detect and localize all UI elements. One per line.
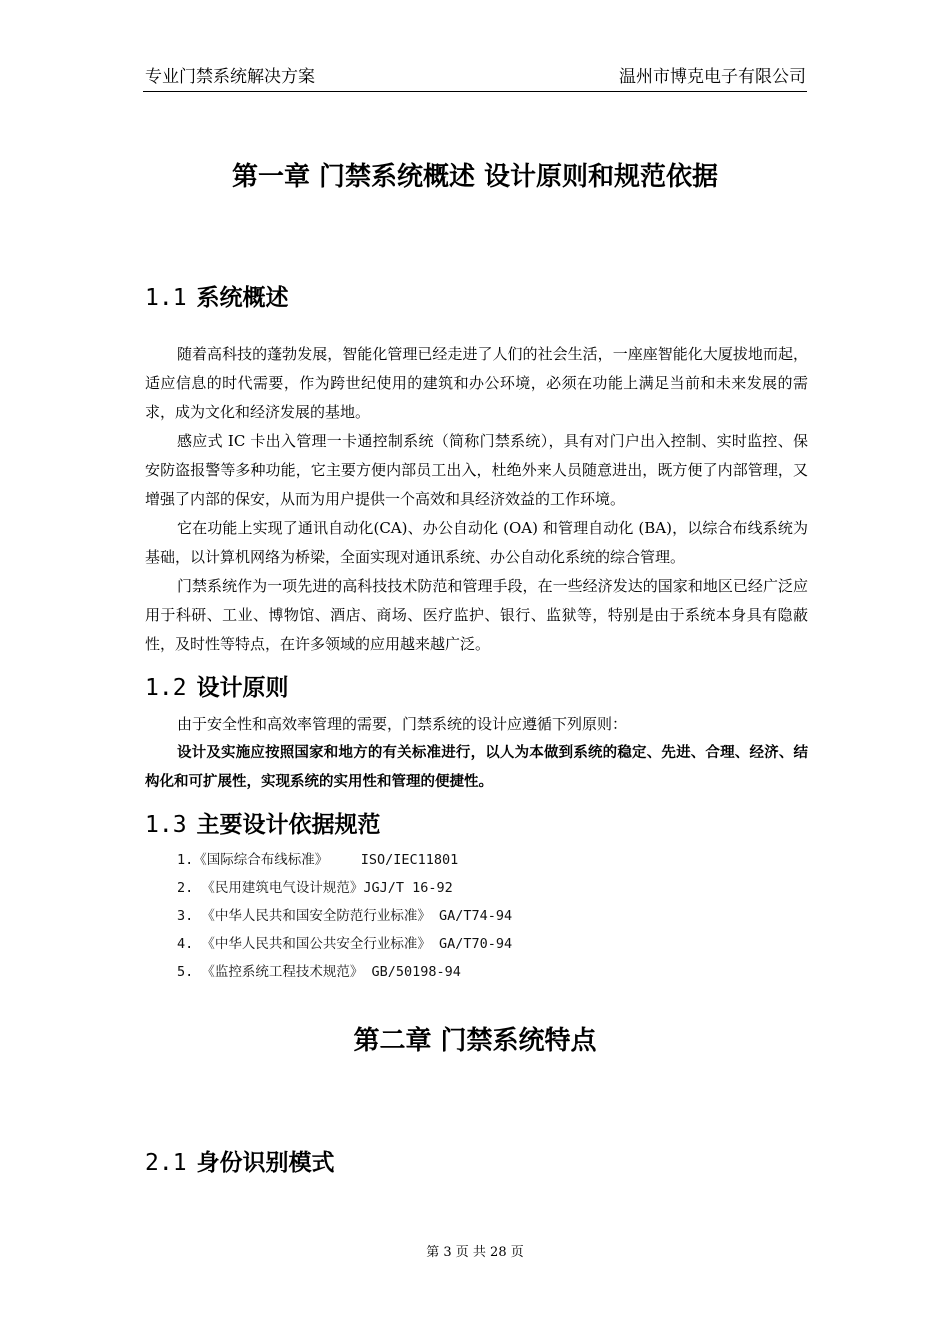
paragraph: 它在功能上实现了通讯自动化(CA)、办公自动化 (OA) 和管理自动化 (BA)，以综合布线系统为基础，以计算机网络为桥梁，全面实现对通讯系统、办公自动化系统的综合管理。 — [145, 519, 808, 566]
reference-item: 1.《国际综合布线标准》 ISO/IEC11801 — [177, 852, 459, 868]
page-number-footer: 第 3 页 共 28 页 — [426, 1245, 524, 1260]
section-number: 1.2 — [145, 675, 187, 701]
section-1-1-heading — [145, 283, 289, 313]
section-1-2-heading — [145, 673, 289, 703]
header-left-title: 专业门禁系统解决方案 — [145, 67, 315, 87]
section-2-1-heading — [145, 1148, 335, 1178]
section-number: 2.1 — [145, 1150, 187, 1176]
section-title: 设计原则 — [196, 675, 289, 701]
header-right-company: 温州市博克电子有限公司 — [619, 67, 806, 87]
section-number: 1.3 — [145, 812, 187, 838]
paragraph: 随着高科技的蓬勃发展，智能化管理已经走进了人们的社会生活，一座座智能化大厦拔地而起，适应信息的时代需要，作为跨世纪使用的建筑和办公环境，必须在功能上满足当前和未来发展的需求，成为文化和经济发展的基地。 — [145, 345, 808, 421]
section-title: 主要设计依据规范 — [196, 812, 381, 838]
section-title: 系统概述 — [196, 285, 289, 311]
reference-item: 5. 《监控系统工程技术规范》 GB/50198-94 — [177, 964, 461, 980]
principles-statement: 设计及实施应按照国家和地方的有关标准进行，以人为本做到系统的稳定、先进、合理、经济、结构化和可扩展性，实现系统的实用性和管理的便捷性。 — [145, 745, 808, 790]
chapter-2-title: 第二章 门禁系统特点 — [353, 1026, 597, 1056]
reference-item: 2. 《民用建筑电气设计规范》JGJ/T 16-92 — [177, 880, 453, 896]
section-title: 身份识别模式 — [196, 1150, 335, 1176]
reference-item: 4. 《中华人民共和国公共安全行业标准》 GA/T70-94 — [177, 936, 513, 952]
reference-item: 3. 《中华人民共和国安全防范行业标准》 GA/T74-94 — [177, 908, 513, 924]
paragraph: 门禁系统作为一项先进的高科技技术防范和管理手段，在一些经济发达的国家和地区已经广泛应用于科研、工业、博物馆、酒店、商场、医疗监护、银行、监狱等，特别是由于系统本身具有隐蔽性，及时性等特点，在许多领域的应用越来越广泛。 — [145, 577, 808, 653]
chapter-1-title: 第一章 门禁系统概述 设计原则和规范依据 — [231, 162, 719, 192]
principles-intro: 由于安全性和高效率管理的需要，门禁系统的设计应遵循下列原则： — [177, 715, 628, 733]
header-divider — [143, 91, 807, 92]
paragraph: 感应式 IC 卡出入管理一卡通控制系统（简称门禁系统），具有对门户出入控制、实时监控、保安防盗报警等多种功能，它主要方便内部员工出入，杜绝外来人员随意进出，既方便了内部管理，又增强了内部的保安，从而为用户提供一个高效和具经济效益的工作环境。 — [145, 432, 808, 508]
section-number: 1.1 — [145, 285, 187, 311]
section-1-3-heading — [145, 810, 381, 840]
